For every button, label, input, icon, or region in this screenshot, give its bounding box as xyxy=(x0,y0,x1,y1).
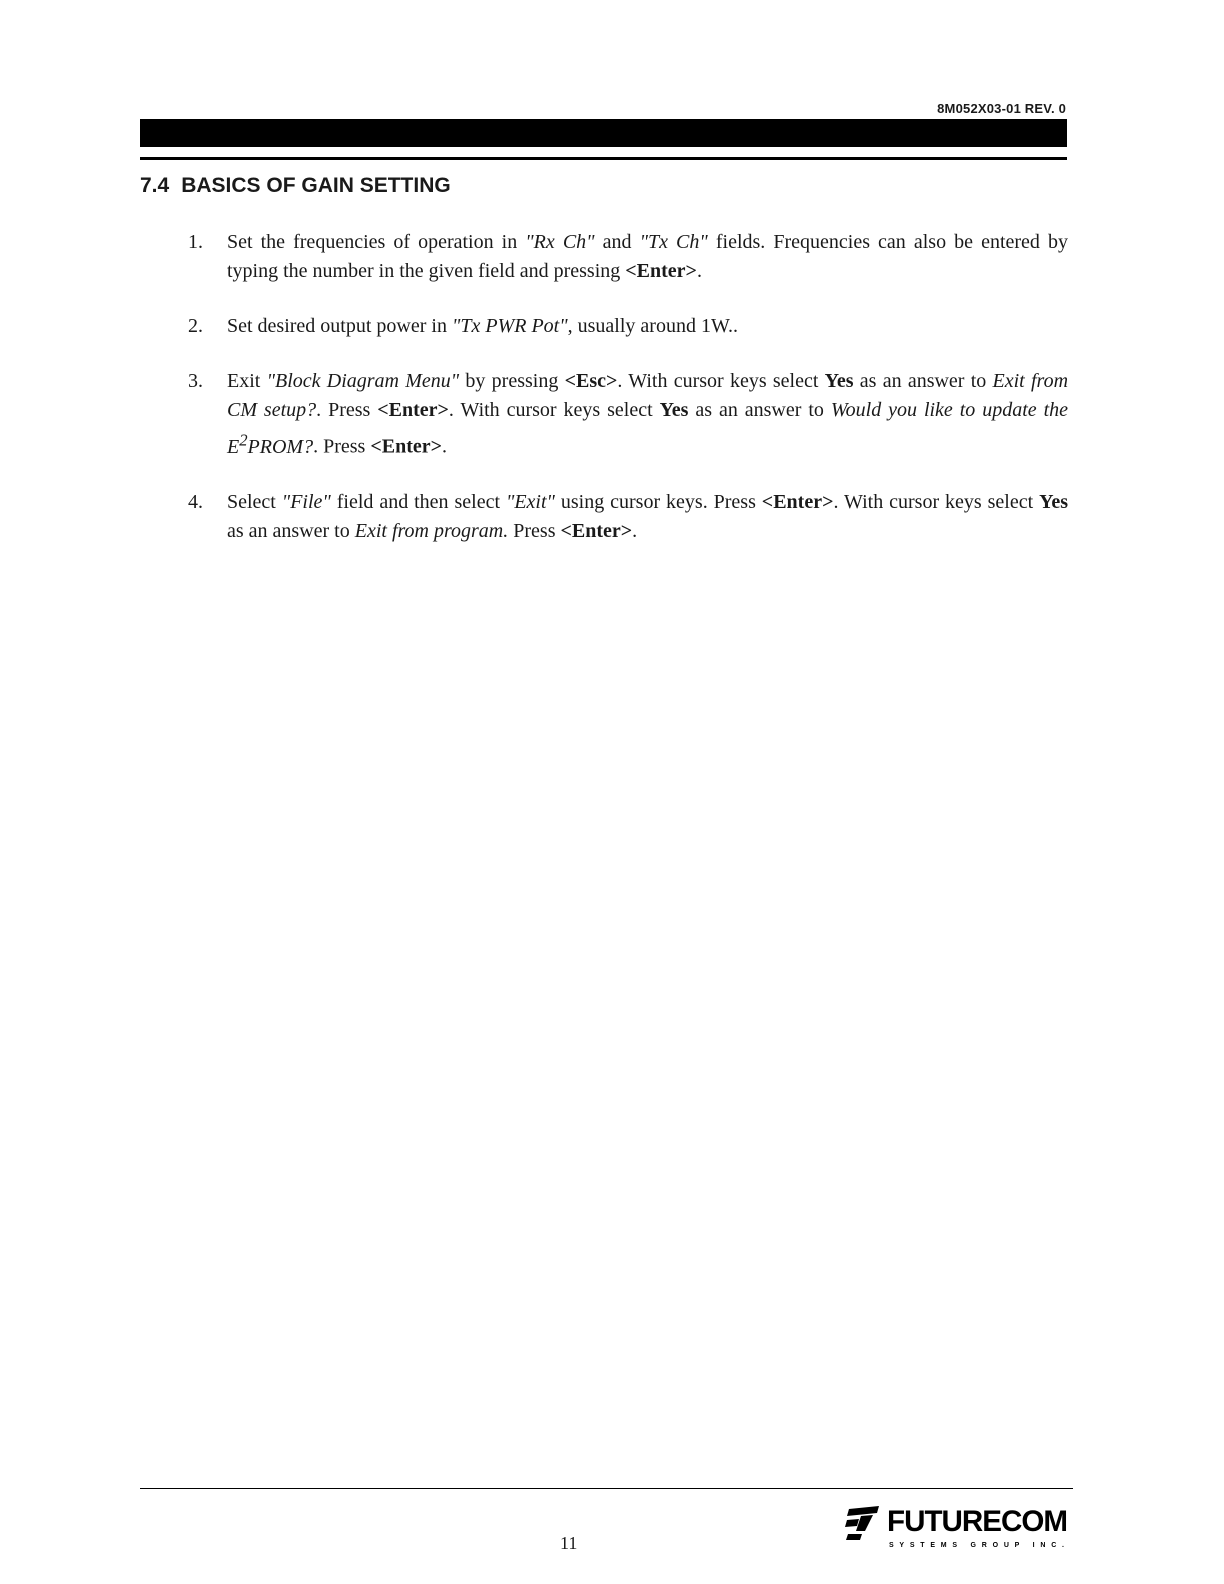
step-text: Exit xyxy=(227,370,267,392)
step-answer: Yes xyxy=(824,370,854,392)
document-id: 8M052X03-01 REV. 0 xyxy=(937,101,1066,116)
prompt-text: Would you like to update the E xyxy=(227,399,1069,458)
step-text: as an answer to xyxy=(227,519,355,542)
footer-rule xyxy=(140,1488,1073,1489)
prompt-text: PROM? xyxy=(247,435,314,458)
step-key: <Esc> xyxy=(564,370,618,392)
step-text: . xyxy=(696,260,702,282)
logo-mark-icon xyxy=(845,1506,879,1540)
logo-tagline: SYSTEMS GROUP INC. xyxy=(889,1542,1064,1549)
step-text: . xyxy=(632,519,638,542)
step-answer: Yes xyxy=(659,399,689,421)
header-bar xyxy=(140,119,1067,147)
step-key: <Enter> xyxy=(625,260,697,282)
superscript: 2 xyxy=(239,430,248,449)
step-text: using cursor keys. Press xyxy=(554,490,762,513)
step-key: <Enter> xyxy=(377,399,449,421)
logo-name: FUTURECOM xyxy=(887,1505,1067,1538)
step-text: . xyxy=(442,435,447,458)
step-number: 2. xyxy=(188,315,203,337)
step-text: Set desired output power in xyxy=(227,315,452,337)
step-field-name: "File" xyxy=(281,490,331,513)
step-text: as an answer to xyxy=(853,370,993,392)
list-item xyxy=(188,488,1068,546)
section-number: 7.4 xyxy=(140,174,170,197)
step-prompt: Exit from CM setup? xyxy=(227,370,1069,421)
step-text: , usually around 1W.. xyxy=(567,315,738,337)
list-item xyxy=(188,312,1068,341)
step-key: <Enter> xyxy=(761,490,834,513)
steps-list xyxy=(188,228,1068,572)
step-text: field and then select xyxy=(330,490,506,513)
step-text: . With cursor keys select xyxy=(617,370,825,392)
futurecom-logo xyxy=(845,1493,1073,1553)
step-field-name: "Tx PWR Pot" xyxy=(451,315,568,337)
section-title xyxy=(140,174,451,198)
step-number: 3. xyxy=(188,370,203,392)
list-item xyxy=(188,367,1068,462)
header-rule xyxy=(140,157,1067,160)
step-text: . Press xyxy=(316,399,378,421)
step-text: Select xyxy=(227,490,282,513)
step-text: fields. Frequencies can also be entered by typing the number in the given field and pressing xyxy=(227,231,1068,282)
step-field-name: "Rx Ch" xyxy=(525,231,595,253)
step-text: and xyxy=(594,231,640,253)
list-item xyxy=(188,228,1068,286)
step-text: Press xyxy=(508,519,561,542)
step-field-name: "Tx Ch" xyxy=(639,231,708,253)
step-text: . With cursor keys select xyxy=(833,490,1040,513)
step-key: <Enter> xyxy=(370,435,442,458)
step-text: . With cursor keys select xyxy=(448,399,660,421)
page-number: 11 xyxy=(560,1533,578,1553)
step-key: <Enter> xyxy=(560,519,633,542)
step-answer: Yes xyxy=(1039,490,1068,513)
step-text: by pressing xyxy=(459,370,565,392)
step-number: 1. xyxy=(188,231,203,253)
section-title-text: BASICS OF GAIN SETTING xyxy=(181,174,451,197)
step-number: 4. xyxy=(188,490,203,513)
step-field-name: "Exit" xyxy=(505,490,555,513)
step-text: . Press xyxy=(313,435,371,458)
step-field-name: "Block Diagram Menu" xyxy=(266,370,460,392)
step-text: Set the frequencies of operation in xyxy=(227,231,526,253)
step-text: as an answer to xyxy=(688,399,831,421)
step-prompt: Exit from program. xyxy=(354,519,509,542)
